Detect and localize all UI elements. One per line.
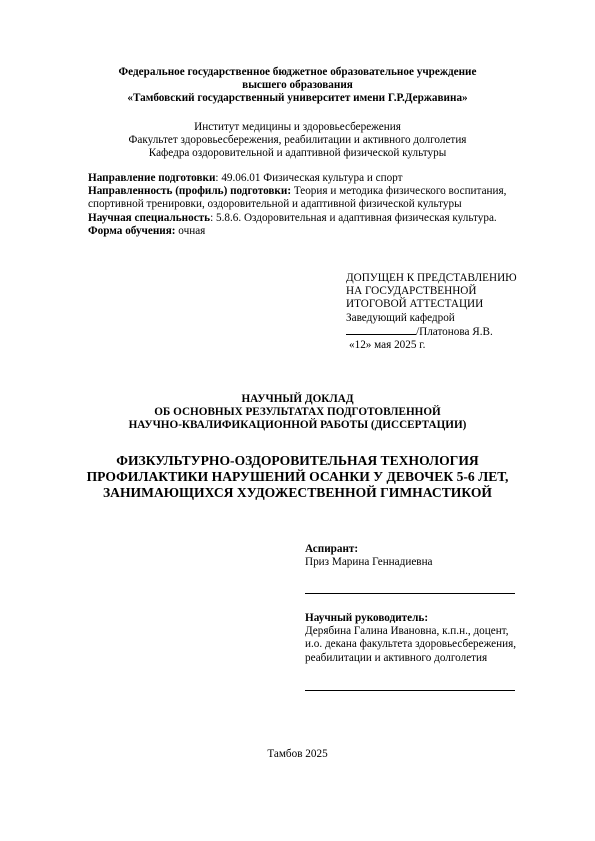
profile-value: Теория и методика физического воспитания, <box>291 185 507 198</box>
institute-block <box>0 121 595 161</box>
dissertation-topic <box>0 453 595 501</box>
department-name: Кафедра оздоровительной и адаптивной физической культуры <box>148 147 447 160</box>
institute-name: Институт медицины и здоровьесбережения <box>194 121 401 133</box>
specialty-value: : 5.8.6. Оздоровительная и адаптивная физическая культура. <box>210 211 497 224</box>
supervisor-signature-line <box>305 689 515 691</box>
topic-line: ФИЗКУЛЬТУРНО-ОЗДОРОВИТЕЛЬНАЯ ТЕХНОЛОГИЯ <box>116 453 479 468</box>
supervisor-name: Дерябина Галина Ивановна, к.п.н., доцент, <box>305 625 509 638</box>
report-subtitle: ОБ ОСНОВНЫХ РЕЗУЛЬТАТАХ ПОДГОТОВЛЕННОЙ <box>154 406 441 419</box>
supervisor-label: Научный руководитель: <box>305 612 429 624</box>
approval-signature-name: /Платонова Я.В. <box>416 325 493 338</box>
direction-line <box>88 172 506 185</box>
organization-line: Федеральное государственное бюджетное образовательное учреждение <box>118 66 477 78</box>
faculty-name: Факультет здоровьесбережения, реабилитации и активного долголетия <box>128 134 467 147</box>
approval-line: НА ГОСУДАРСТВЕННОЙ <box>346 285 477 298</box>
approval-line: ИТОГОВОЙ АТТЕСТАЦИИ <box>346 298 484 311</box>
aspirant-signature-line <box>305 592 515 594</box>
study-form-label: Форма обучения: <box>88 224 176 237</box>
specialty-line <box>88 212 506 225</box>
direction-value: : 49.06.01 Физическая культура и спорт <box>215 172 403 184</box>
organization-header <box>0 66 595 106</box>
report-heading <box>0 393 595 433</box>
aspirant-block <box>305 543 515 594</box>
report-title: НАУЧНЫЙ ДОКЛАД <box>241 393 354 405</box>
specialty-label: Научная специальность <box>88 211 211 224</box>
city-year-text: Тамбов 2025 <box>267 748 328 760</box>
program-details <box>88 172 506 238</box>
topic-line: ПРОФИЛАКТИКИ НАРУШЕНИЙ ОСАНКИ У ДЕВОЧЕК 5-6 ЛЕТ, <box>86 469 509 484</box>
city-year <box>0 748 595 761</box>
study-form-line <box>88 225 506 238</box>
signature-blank <box>346 325 416 335</box>
direction-label: Направление подготовки <box>88 172 216 184</box>
report-subtitle: НАУЧНО-КВАЛИФИКАЦИОННОЙ РАБОТЫ (ДИССЕРТАЦИИ) <box>128 419 467 432</box>
profile-label: Направленность (профиль) подготовки: <box>88 185 292 198</box>
organization-name: «Тамбовский государственный университет имени Г.Р.Державина» <box>127 92 468 105</box>
approval-stamp <box>346 272 517 352</box>
supervisor-position: и.о. декана факультета здоровьесбережения, <box>305 638 517 651</box>
organization-line: высшего образования <box>242 79 353 92</box>
aspirant-label: Аспирант: <box>305 543 359 555</box>
approval-position: Заведующий кафедрой <box>346 311 455 324</box>
profile-value-continued: спортивной тренировки, оздоровительной и адаптивной физической культуры <box>88 198 462 211</box>
approval-date: «12» мая 2025 г. <box>349 339 426 352</box>
profile-line <box>88 185 506 198</box>
approval-signature-line <box>346 325 517 339</box>
study-form-value: очная <box>175 224 206 237</box>
supervisor-block <box>305 612 516 691</box>
aspirant-name: Приз Марина Геннадиевна <box>305 556 433 569</box>
topic-line: ЗАНИМАЮЩИХСЯ ХУДОЖЕСТВЕННОЙ ГИМНАСТИКОЙ <box>102 485 493 500</box>
supervisor-position: реабилитации и активного долголетия <box>305 651 488 664</box>
approval-line: ДОПУЩЕН К ПРЕДСТАВЛЕНИЮ <box>346 272 517 284</box>
